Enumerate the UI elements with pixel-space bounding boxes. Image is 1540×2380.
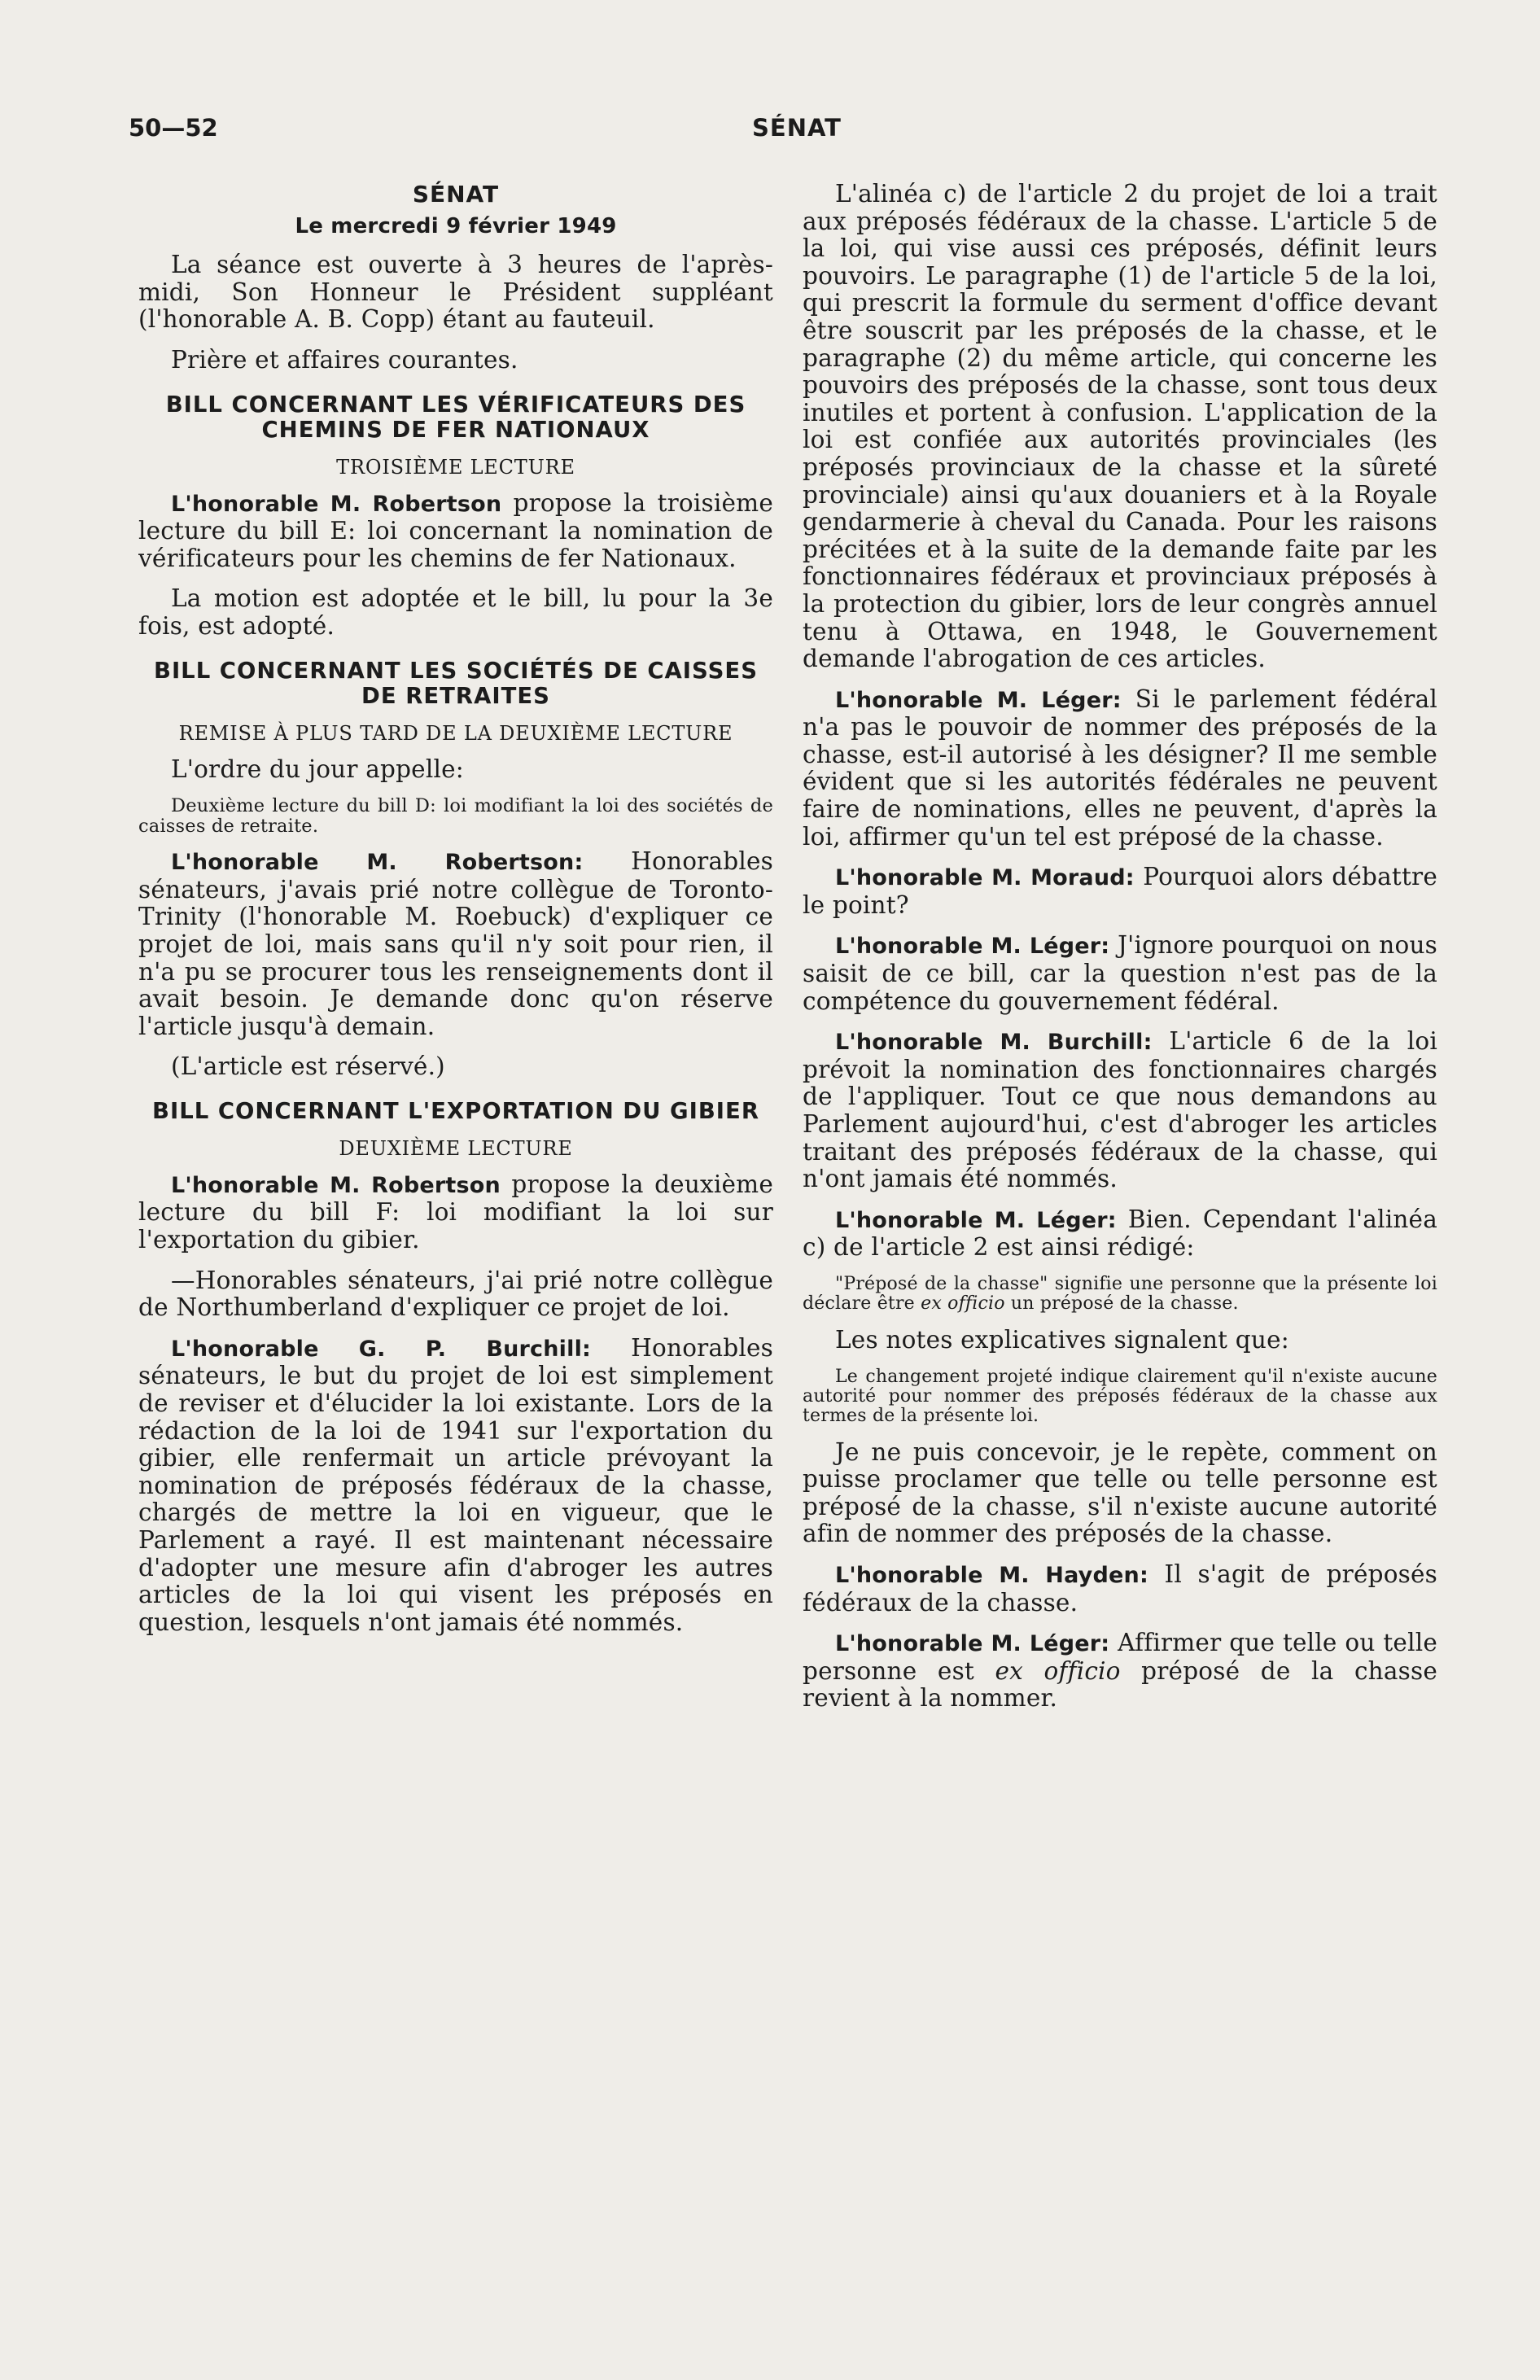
speech-text: Pourquoi alors débattre le point? (803, 863, 1437, 919)
paragraph-leger-4 (803, 1630, 1437, 1713)
paragraph-priere: Prière et affaires courantes. (171, 345, 518, 374)
page-number: 50—52 (129, 114, 218, 142)
speaker-robertson: L'honorable M. Robertson (171, 1172, 501, 1198)
speech-text: Honorables sénateurs, j'avais prié notre collègue de Toronto-Trinity (l'honorable M. Roebuck) d'expliquer ce projet de loi, mais sans qu'il n'y soit pour rien, il n'a pu se procurer tous les renseignements dont il avait besoin. Je demande donc qu'on réserve l'article jusqu'à demain. (138, 847, 773, 1040)
paragraph-moraud (803, 864, 1437, 919)
speaker-robertson: L'honorable M. Robertson (171, 491, 502, 517)
speaker-leger: L'honorable M. Léger: (835, 1207, 1117, 1233)
speaker-leger: L'honorable M. Léger: (835, 687, 1122, 713)
bill-heading-verificateurs: BILL CONCERNANT LES VÉRIFICATEURS DES CHEMINS DE FER NATIONAUX (165, 391, 746, 443)
right-column (803, 181, 1437, 2297)
speech-text: L'article 6 de la loi prévoit la nomination des fonctionnaires chargés de l'appliquer. Tout ce que nous demandons au Parlement aujourd'hui, c'est d'abroger les articles traitant des préposés fédéraux de la chasse, qui n'ont jamais été nommés. (803, 1027, 1437, 1193)
date-heading: Le mercredi 9 février 1949 (295, 213, 617, 238)
speaker-moraud: L'honorable M. Moraud: (835, 865, 1135, 891)
bill-heading-exportation-gibier: BILL CONCERNANT L'EXPORTATION DU GIBIER (152, 1097, 759, 1124)
quote-text: un préposé de la chasse. (1004, 1293, 1239, 1314)
paragraph-leger-1 (803, 686, 1437, 851)
speaker-burchill: L'honorable G. P. Burchill: (171, 1336, 592, 1362)
subheading-deuxieme-lecture: DEUXIÈME LECTURE (339, 1136, 573, 1160)
speech-text: Bien. Cependant l'alinéa c) de l'article 2 est ainsi rédigé: (803, 1205, 1437, 1262)
speech-italic: ex officio (995, 1656, 1121, 1685)
paragraph-robertson-3 (138, 1171, 773, 1254)
left-column (138, 181, 773, 2297)
paragraph-alinea: L'alinéa c) de l'article 2 du projet de loi a trait aux préposés fédéraux de la chasse. L'article 5 de la loi, qui vise aussi ces préposés, définit leurs pouvoirs. Le paragraphe (1) de l'article 5 de la loi, qui prescrit la formule du serment d'office devant être souscrit par les préposés de la chasse, et le paragraphe (2) du même article, qui concerne les pouvoirs des préposés de la chasse, sont tous deux inutiles et portent à confusion. L'application de la loi est confiée aux autorités provinciales (les préposés provinciaux de la chasse et la sûreté provinciale) ainsi qu'aux douaniers et à la Royale gendarmerie à cheval du Canada. Pour les raisons précitées et à la suite de la demande faite par les fonctionnaires fédéraux et provinciaux préposés à la protection du gibier, lors de leur congrès annuel tenu à Ottawa, en 1948, le Gouvernement demande l'abrogation de ces articles. (803, 181, 1437, 673)
speech-text: Affirmer que telle ou telle personne est (803, 1629, 1437, 1685)
subheading-remise: REMISE À PLUS TARD DE LA DEUXIÈME LECTURE (178, 721, 733, 745)
quote-text: "Préposé de la chasse" signifie une personne que la présente loi déclare être (803, 1273, 1437, 1314)
speech-text: propose la deuxième lecture du bill F: loi modifiant la loi sur l'exportation du gibier. (138, 1170, 773, 1254)
paragraph-article-reserve: (L'article est réservé.) (171, 1052, 445, 1081)
speaker-leger: L'honorable M. Léger: (835, 934, 1110, 960)
speech-text: J'ignore pourquoi on nous saisit de ce bill, car la question n'est pas de la compétence du gouvernement fédéral. (803, 931, 1437, 1015)
bill-heading-caisses-retraites: BILL CONCERNANT LES SOCIÉTÉS DE CAISSES DE RETRAITES (153, 657, 759, 709)
subheading-troisieme-lecture: TROISIÈME LECTURE (336, 455, 575, 479)
paragraph-notes-explicatives: Les notes explicatives signalent que: (835, 1325, 1289, 1354)
paragraph-opening: La séance est ouverte à 3 heures de l'après-midi, Son Honneur le Président suppléant (l'honorable A. B. Copp) étant au fauteuil. (138, 251, 773, 334)
running-header (129, 114, 1465, 147)
speaker-leger: L'honorable M. Léger: (835, 1631, 1110, 1657)
speech-text: Honorables sénateurs, le but du projet de loi est simplement de reviser et d'élucider la loi existante. Lors de la rédaction de la loi de 1941 sur l'exportation du gibier, elle renfermait un article prévoyant la nomination de préposés fédéraux de la chasse, chargés de mettre la loi en vigueur, que le Parlement a rayé. Il est maintenant nécessaire d'adopter une mesure afin d'abroger les autres articles de la loi qui visent les préposés en question, lesquels n'ont jamais été nommés. (138, 1333, 773, 1636)
quotation-definition (803, 1275, 1437, 1314)
speech-text: Il s'agit de préposés fédéraux de la chasse. (803, 1560, 1437, 1617)
paragraph-concevoir: Je ne puis concevoir, je le repète, comment on puisse proclamer que telle ou telle personne est préposé de la chasse, s'il n'existe aucune autorité afin de nommer des préposés de la chasse. (803, 1437, 1437, 1548)
speech-text: propose la troisième lecture du bill E: loi concernant la nomination de vérificateurs pour les chemins de fer Nationaux. (138, 488, 773, 572)
paragraph-burchill-2 (803, 1028, 1437, 1193)
paragraph-ordre-du-jour: L'ordre du jour appelle: (171, 755, 464, 783)
paragraph-hayden (803, 1561, 1437, 1617)
speaker-robertson: L'honorable M. Robertson: (171, 850, 584, 876)
paragraph-leger-3 (803, 1206, 1437, 1262)
speaker-hayden: L'honorable M. Hayden: (835, 1562, 1148, 1588)
paragraph-burchill-1 (138, 1335, 773, 1637)
section-heading-senat: SÉNAT (412, 181, 500, 208)
speaker-burchill: L'honorable M. Burchill: (835, 1030, 1153, 1056)
paragraph-motion: La motion est adoptée et le bill, lu pour la 3e fois, est adopté. (138, 584, 773, 640)
paragraph-leger-2 (803, 932, 1437, 1015)
paragraph-robertson-2 (138, 848, 773, 1040)
quote-italic: ex officio (921, 1293, 1005, 1314)
paragraph-robertson-1 (138, 490, 773, 573)
running-title: SÉNAT (752, 114, 842, 142)
paragraph-honorables-senateurs: —Honorables sénateurs, j'ai prié notre collègue de Northumberland d'expliquer ce projet de loi. (138, 1266, 773, 1322)
speech-text: préposé de la chasse revient à la nommer. (803, 1656, 1437, 1713)
paragraph-deuxieme-lecture-bill-d: Deuxième lecture du bill D: loi modifiant la loi des sociétés de caisses de retraite. (138, 795, 773, 838)
quotation-notes: Le changement projeté indique clairement qu'il n'existe aucune autorité pour nommer des préposés fédéraux de la chasse aux termes de la présente loi. (803, 1366, 1437, 1426)
speech-text: Si le parlement fédéral n'a pas le pouvoir de nommer des préposés de la chasse, est-il autorisé à les désigner? Il me semble évident que si les autorités fédérales ne peuvent faire de nominations, elles ne peuvent, d'après la loi, affirmer qu'un tel est préposé de la chasse. (803, 685, 1437, 851)
